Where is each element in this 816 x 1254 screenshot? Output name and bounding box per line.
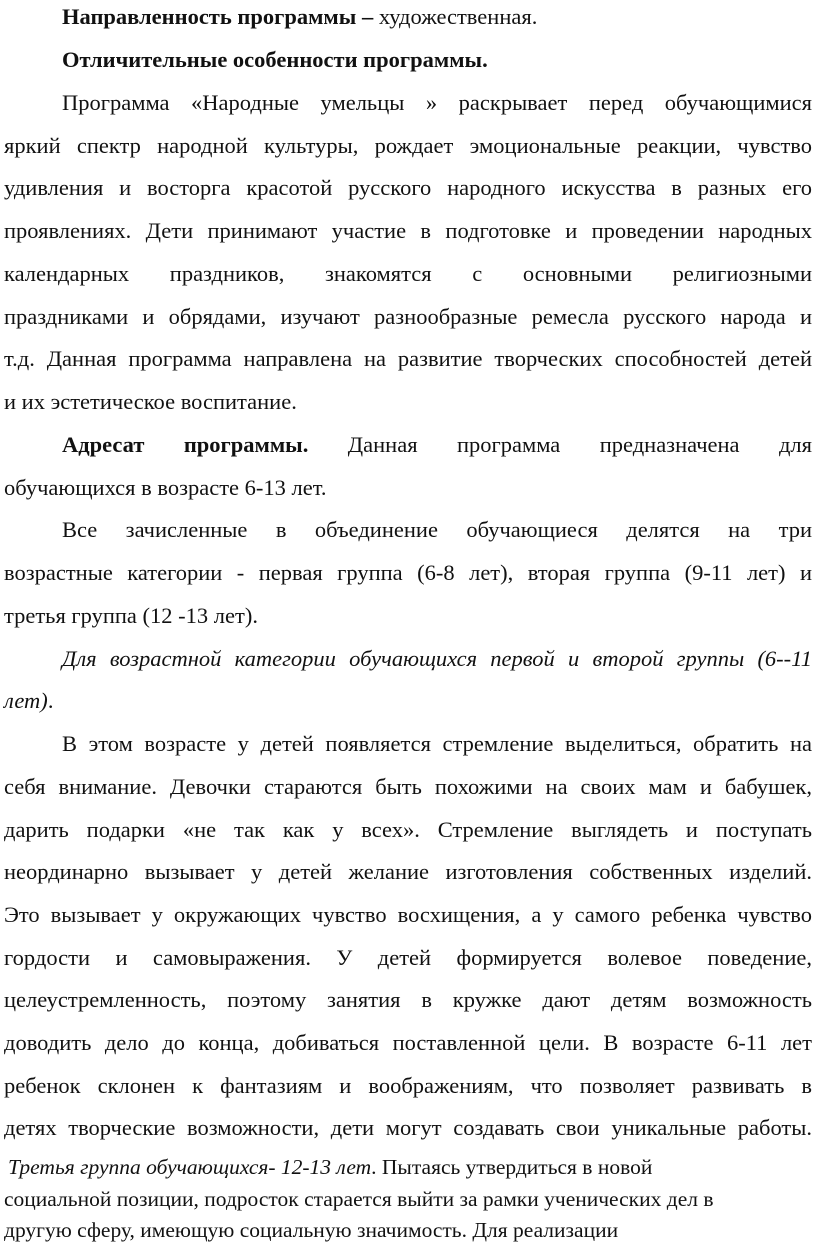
third-group-label: Третья группа обучающихся- 12-13 лет [8,1155,372,1179]
age-category-period: . [47,688,54,713]
paragraph-line: другую сферу, имеющую социальную значимость. Для реализации [4,1218,619,1242]
paragraph-line: удивления и восторга красотой русского народного искусства в разных его [4,175,812,200]
paragraph-line: Все зачисленные в объединение обучающиеся делятся на три [62,517,812,542]
third-group-line [8,1152,816,1182]
addressee-text: Данная программа предназначена для [308,432,812,457]
paragraph-line: Программа «Народные умельцы » раскрывает перед обучающимися [62,90,812,115]
paragraph-line: дарить подарки «не так как у всех». Стремление выглядеть и поступать [4,817,812,842]
paragraph-line: гордости и самовыражения. У детей формируется волевое поведение, [4,945,812,970]
paragraph-line: и их эстетическое воспитание. [4,389,297,414]
paragraph-line: В этом возрасте у детей появляется стремление выделиться, обратить на [62,731,812,756]
program-direction-label: Направленность программы – [62,4,379,29]
paragraph-line: ребенок склонен к фантазиям и воображениям, что позволяет развивать в [4,1073,812,1098]
paragraph-line: третья группа (12 -13 лет). [4,603,258,628]
paragraph-line: социальной позиции, подросток старается выйти за рамки ученических дел в [4,1187,714,1211]
paragraph-line: возрастные категории - первая группа (6-8 лет), вторая группа (9-11 лет) и [4,560,812,585]
paragraph-line: неординарно вызывает у детей желание изготовления собственных изделий. [4,859,812,884]
paragraph-line: Это вызывает у окружающих чувство восхищения, а у самого ребенка чувство [4,902,812,927]
third-group-text: . Пытаясь утвердиться в новой [371,1155,653,1179]
age-category-heading-tail: лет) [4,688,48,713]
addressee-label: Адресат программы. [62,432,309,457]
paragraph-line: доводить дело до конца, добиваться поставленной цели. В возрасте 6-11 лет [4,1030,812,1055]
paragraph-line: обучающихся в возрасте 6-13 лет. [4,475,327,500]
paragraph-line: яркий спектр народной культуры, рождает эмоциональные реакции, чувство [4,133,812,158]
paragraph-line: праздниками и обрядами, изучают разнообразные ремесла русского народа и [4,304,812,329]
program-direction-line [62,2,812,32]
paragraph-line: детях творческие возможности, дети могут создавать свои уникальные работы. [4,1115,812,1140]
age-category-heading-end [4,686,812,716]
program-direction-value: художественная. [378,4,538,29]
paragraph-line: календарных праздников, знакомятся с основными религиозными [4,261,812,286]
age-category-heading: Для возрастной категории обучающихся первой и второй группы (6--11 [62,646,812,671]
features-heading: Отличительные особенности программы. [62,47,488,72]
paragraph-line: себя внимание. Девочки стараются быть похожими на своих мам и бабушек, [4,774,812,799]
paragraph-line: целеустремленность, поэтому занятия в кружке дают детям возможность [4,987,812,1012]
addressee-line [62,430,812,460]
paragraph-line: т.д. Данная программа направлена на развитие творческих способностей детей [4,346,812,371]
paragraph-line: проявлениях. Дети принимают участие в подготовке и проведении народных [4,218,812,243]
